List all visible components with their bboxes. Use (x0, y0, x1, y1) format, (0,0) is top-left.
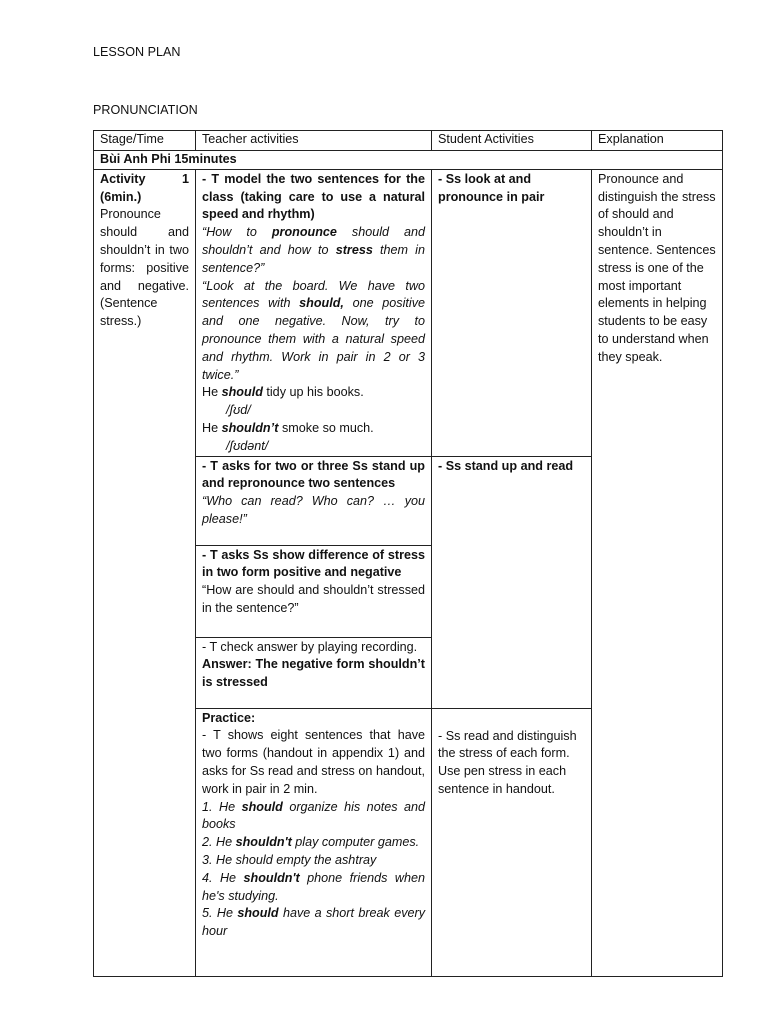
student-activity-2: - Ss stand up and read (438, 458, 574, 473)
table-row (94, 169, 723, 456)
student-activity-3: - Ss read and distinguish the stress of each form. Use pen stress in each sentence in handout. (438, 728, 577, 796)
ipa-shouldnt: /ʃʊdənt/ (226, 438, 269, 453)
activity-description: Pronounce should and shouldn’t in two forms: positive and negative. (Sentence stress.) (100, 207, 189, 329)
teacher-model-question: “How to pronounce should and shouldn’t and how to stress them in sentence?” (202, 225, 425, 275)
explanation-text: Pronounce and distinguish the stress of should and shouldn’t in sentence. Sentences stress is one of the most important elements in helping students to be easy to understand when they speak. (598, 171, 716, 364)
teacher-model-cell (196, 169, 432, 456)
practice-sentence-5: 5. He should have a short break every hour (202, 906, 425, 939)
activity-title: Activity 1 (6min.) (100, 171, 189, 204)
header-teacher-activities: Teacher activities (196, 131, 432, 151)
teacher-check-lead: - T check answer by playing recording. (202, 639, 418, 654)
header-row (94, 131, 723, 151)
header-explanation: Explanation (592, 131, 723, 151)
teacher-check-cell (196, 637, 432, 708)
teacher-difference-lead: - T asks Ss show difference of stress in two form positive and negative (202, 547, 425, 580)
teacher-model-board: “Look at the board. We have two sentences with should, one positive and one negative. Now, try to pronounce them with a natural speed and rhythm. Work in pair in 2 or 3 twice.” (202, 278, 425, 382)
student-activity-1: - Ss look at and pronounce in pair (438, 171, 545, 204)
teacher-stand-lead: - T asks for two or three Ss stand up and repronounce two sentences (202, 458, 425, 491)
explanation-cell (592, 169, 723, 976)
teacher-difference-cell (196, 545, 432, 637)
teacher-stand-cell (196, 456, 432, 545)
practice-sentence-2: 2. He shouldn't play computer games. (202, 835, 420, 850)
practice-sentence-1: 1. He should organize his notes and books (202, 799, 425, 832)
practice-sentence-4: 4. He shouldn't phone friends when he's studying. (202, 870, 425, 903)
teacher-stand-quote: “Who can read? Who can? … you please!” (202, 494, 425, 526)
student-cell-2 (432, 456, 592, 708)
group-label: Bùi Anh Phi 15minutes (100, 152, 237, 166)
stage-cell (94, 169, 196, 976)
ipa-should: /ʃʊd/ (226, 403, 251, 418)
teacher-practice-cell (196, 708, 432, 976)
example-sentence-negative: He shouldn’t smoke so much. (202, 420, 374, 435)
student-cell-3 (432, 708, 592, 976)
practice-heading: Practice: (202, 710, 256, 725)
group-row (94, 151, 723, 170)
practice-lead: - T shows eight sentences that have two forms (handout in appendix 1) and asks for Ss read and stress on handout, work in pair in 2 min. (202, 728, 425, 796)
lesson-plan-title: LESSON PLAN (93, 45, 181, 59)
teacher-check-answer: Answer: The negative form shouldn’t is stressed (202, 657, 425, 690)
practice-sentence-3: 3. He should empty the ashtray (202, 852, 377, 867)
student-cell-1 (432, 169, 592, 456)
teacher-model-lead: - T model the two sentences for the class (taking care to use a natural speed and rhythm) (202, 171, 425, 222)
lesson-plan-table (93, 130, 723, 977)
header-student-activities: Student Activities (432, 131, 592, 151)
section-title: PRONUNCIATION (93, 103, 198, 117)
teacher-difference-quote: “How are should and shouldn’t stressed in the sentence?” (202, 583, 425, 615)
example-sentence-positive: He should tidy up his books. (202, 385, 364, 400)
header-stage-time: Stage/Time (94, 131, 196, 151)
